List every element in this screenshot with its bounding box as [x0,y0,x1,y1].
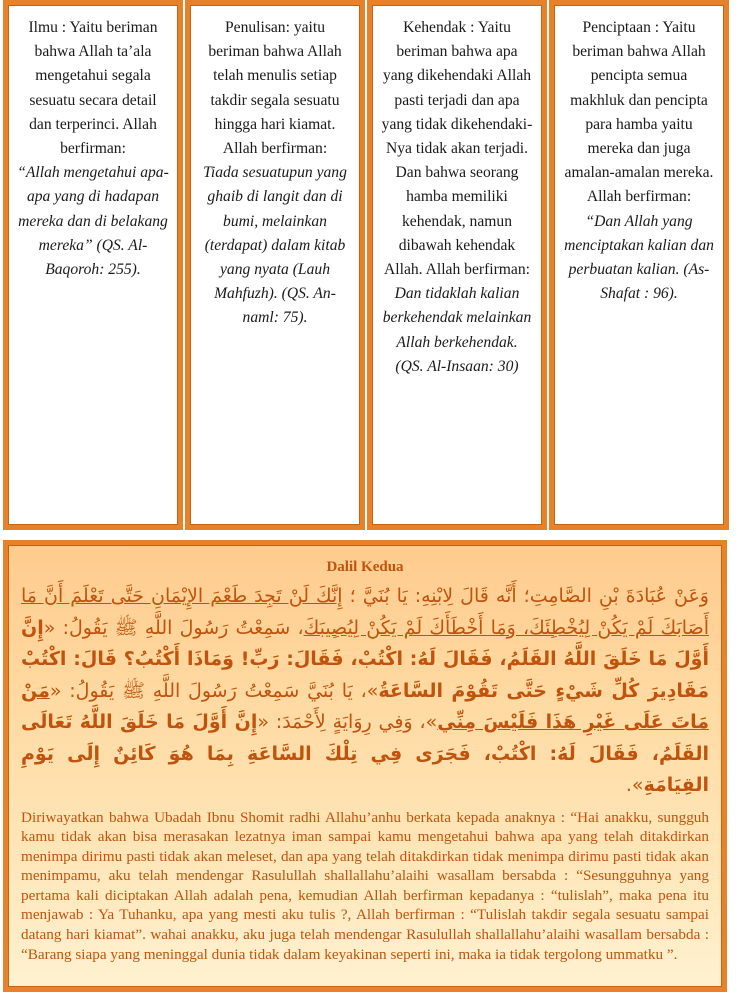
column-panel [8,5,178,525]
arabic-intro: وَعَنْ عُبَادَةَ بْنِ الصَّامِتِ؛ أَنَّه قَالَ لِابْنِهِ: يَا بُنَيَّ ؛ [342,585,709,607]
arabic-closing: ». [625,774,644,796]
arabic-bold-text: إِنَّ أَوَّلَ مَا خَلَقَ اللَّهُ القَلَمُ، فَقَالَ لَهُ: اكْتُبْ، فَقَالَ: رَبِّ! وَمَاذَا أَكْتُبُ؟ قَالَ: اكْتُبْ مَقَادِيرَ كُلِّ شَيْءٍ حَتَّى تَقُوْمَ السَّاعَةُ [21,616,709,702]
arabic-underlined-text: إِنَّكَ لَنْ تَجِدَ طَعْمَ الإِيْمَانِ حَتَّى تَعْلَمَ أَنَّ مَا أَصَابَكَ لَمْ يَكُنْ لِيُخْطِئَكَ، وَمَا أَخْطَأَكَ لَمْ يَكُنْ لِيُصِيبَكَ [21,585,709,639]
column-panel [190,5,360,525]
column-text [555,6,723,306]
column-quote: Dan tidaklah kalian berkehendak melainkan Allah berkehendak. (QS. Al-Insaan: 30) [382,285,532,375]
dalil-panel [8,545,722,987]
column-description: Kehendak : Yaitu beriman bahwa apa yang dikehendaki Allah pasti terjadi dan apa yang tidak dikehendaki-Nya tidak akan terjadi. Dan bahwa seorang hamba memiliki kehendak, namun dibawah kehendak Allah. Allah berfirman: [381,19,533,279]
column-penciptaan [549,0,729,530]
arabic-connector: »، يَا بُنَيَّ سَمِعْتُ رَسُولَ اللَّهِ ﷺ يَقُولُ: « [49,679,379,702]
column-panel [554,5,724,525]
column-text [9,6,177,282]
arabic-bold-text: إِنَّ أَوَّلَ مَا خَلَقَ اللَّهُ تَعَالَى القَلَمُ، فَقَالَ لَهُ: اكْتُبْ، فَجَرَى فِي تِلْكَ السَّاعَةِ بِمَا هُوَ كَائِنٌ إِلَى يَوْمِ القِيَامَةِ [21,711,709,796]
column-text [373,6,541,379]
arabic-underlined-bold-text: مَنْ مَاتَ عَلَى غَيْرِ هَذَا فَلَيْسَ مِنِّي [21,679,709,733]
dalil-title: Dalil Kedua [326,559,404,575]
column-penulisan [185,0,365,530]
column-description: Penulisan: yaitu beriman bahwa Allah telah menulis setiap takdir segala sesuatu hingga hari kiamat. Allah berfirman: [208,19,342,158]
column-kehendak [367,0,547,530]
dalil-box [3,540,727,992]
column-description: Ilmu : Yaitu beriman bahwa Allah ta’ala mengetahui segala sesuatu secara detail dan terperinci. Allah berfirman: [28,19,158,158]
arabic-connector: »، وَفِي رِوَايَةٍ لِأَحْمَدَ: « [257,711,438,733]
column-panel [372,5,542,525]
column-quote: “Dan Allah yang menciptakan kalian dan perbuatan kalian. (As-Shafat : 96). [564,212,714,303]
column-quote: “Allah mengetahui apa-apa yang di hadapan mereka dan di belakang mereka” (QS. Al-Baqoroh: 255). [17,164,169,279]
arabic-connector: ، سَمِعْتُ رَسُولَ اللَّهِ ﷺ يَقُولُ: « [43,616,304,639]
column-ilmu [3,0,183,530]
column-text [191,6,359,331]
arabic-hadith [9,581,721,802]
column-quote: Tiada sesuatupun yang ghaib di langit dan di bumi, melainkan (terdapat) dalam kitab yang nyata (Lauh Mahfuzh). (QS. An-naml: 75). [203,164,347,327]
translation-text: Diriwayatkan bahwa Ubadah Ibnu Shomit radhi Allahu’anhu berkata kepada anaknya : “Hai anakku, sungguh kamu tidak akan bisa merasakan lezatnya iman sampai kamu mengetahui bahwa apa yang telah ditakdirkan menimpa dirimu pasti tidak akan meleset, dan apa yang telah ditakdirkan tidak menimpa dirimu pasti tidak akan menimpamu, aku telah mendengar Rasulullah shallallahu’alaihi wasallam bersabda : “Sesungguhnya yang pertama kali diciptakan Allah adalah pena, kemudian Allah berfirman kepadanya : “tulislah”, maka pena itu menjawab : Ya Tuhanku, apa yang mesti aku tulis ?, Allah berfirman : “Tulislah takdir segala sesuatu sampai datang hari kiamat”. wahai anakku, aku juga telah mendengar Rasulullah shallallahu’alaihi wasallam bersabda : “Barang siapa yang meninggal dunia tidak dalam keyakinan seperti ini, maka ia tidak tergolong ummatku ”. [21,808,709,963]
column-description: Penciptaan : Yaitu beriman bahwa Allah pencipta semua makhluk dan pencipta para hamba yaitu mereka dan juga amalan-amalan mereka. Allah berfirman: [564,19,714,206]
